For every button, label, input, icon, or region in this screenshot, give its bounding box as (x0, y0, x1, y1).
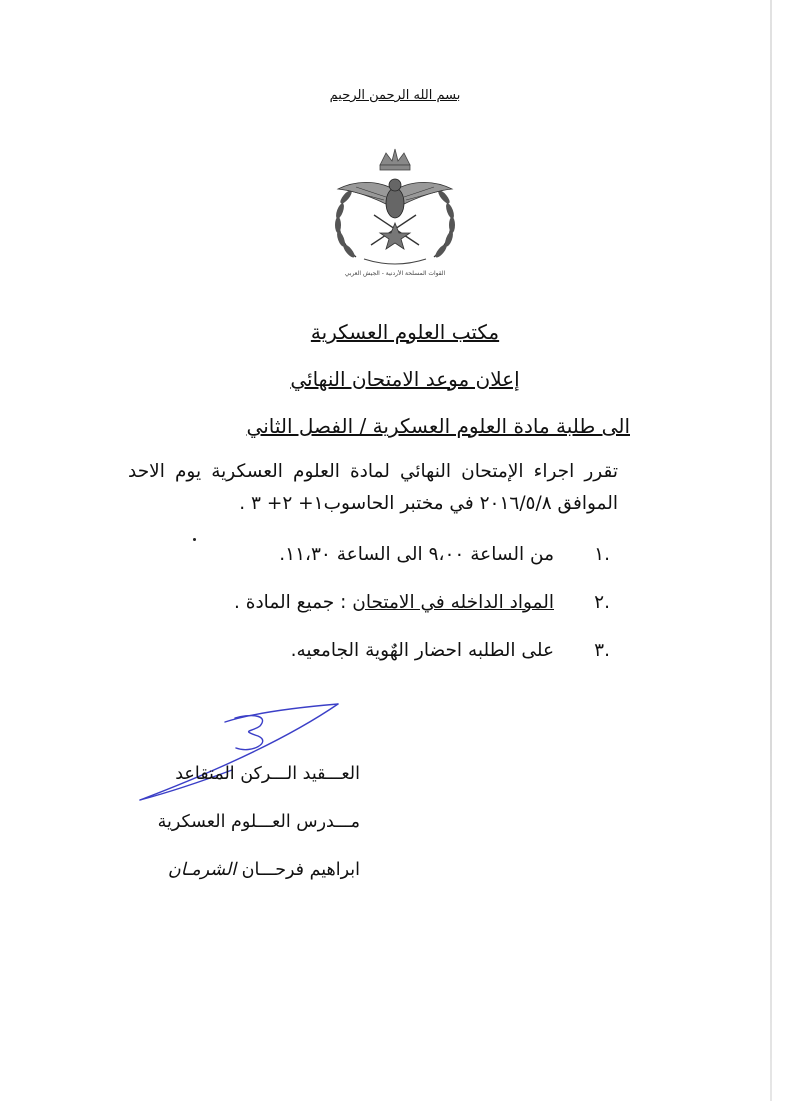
list-number: .٣ (594, 639, 610, 661)
list-text: من الساعة ٩،٠٠ الى الساعة ١١،٣٠. (279, 543, 554, 565)
list-item (180, 626, 610, 674)
list-text: : جميع المادة . (233, 591, 353, 613)
students-heading: الى طلبة مادة العلوم العسكرية / الفصل الثاني (246, 414, 630, 438)
office-title: مكتب العلوم العسكرية (310, 320, 500, 344)
list-label: المواد الداخله في الامتحان (352, 591, 554, 613)
list-text: على الطلبه احضار الهٌوية الجامعيه. (290, 639, 554, 661)
exam-paragraph: تقرر اجراء الإمتحان النهائي لمادة العلوم العسكرية يوم الاحد الموافق ٢٠١٦/٥/٨ في مختبر الحاسوب١+ ٢+ ٣ . (128, 461, 618, 514)
signer-name-main: ابراهيم فرحـــان (236, 860, 360, 880)
list-item (180, 578, 610, 626)
list-number: .١ (594, 543, 610, 565)
list-item (180, 530, 610, 578)
signer-role: مـــدرس العـــلوم العسكرية (157, 812, 360, 832)
list-number: .٢ (594, 591, 610, 613)
page-edge-line (770, 0, 772, 1101)
announcement-title: إعلان موعد الامتحان النهائي (290, 367, 520, 391)
signer-name (100, 860, 360, 880)
emblem-caption: القوات المسلحة الأردنية - الجيش العربي (344, 270, 446, 277)
army-emblem-icon (316, 145, 474, 287)
instructions-list (180, 530, 610, 674)
basmala: بسم الله الرحمن الرحيم (329, 88, 461, 103)
signer-rank: العـــقيد الـــركن المتقاعد (175, 764, 360, 784)
signer-name-surname: الشرمـان (167, 860, 237, 880)
list-text-wrapper (234, 592, 562, 613)
